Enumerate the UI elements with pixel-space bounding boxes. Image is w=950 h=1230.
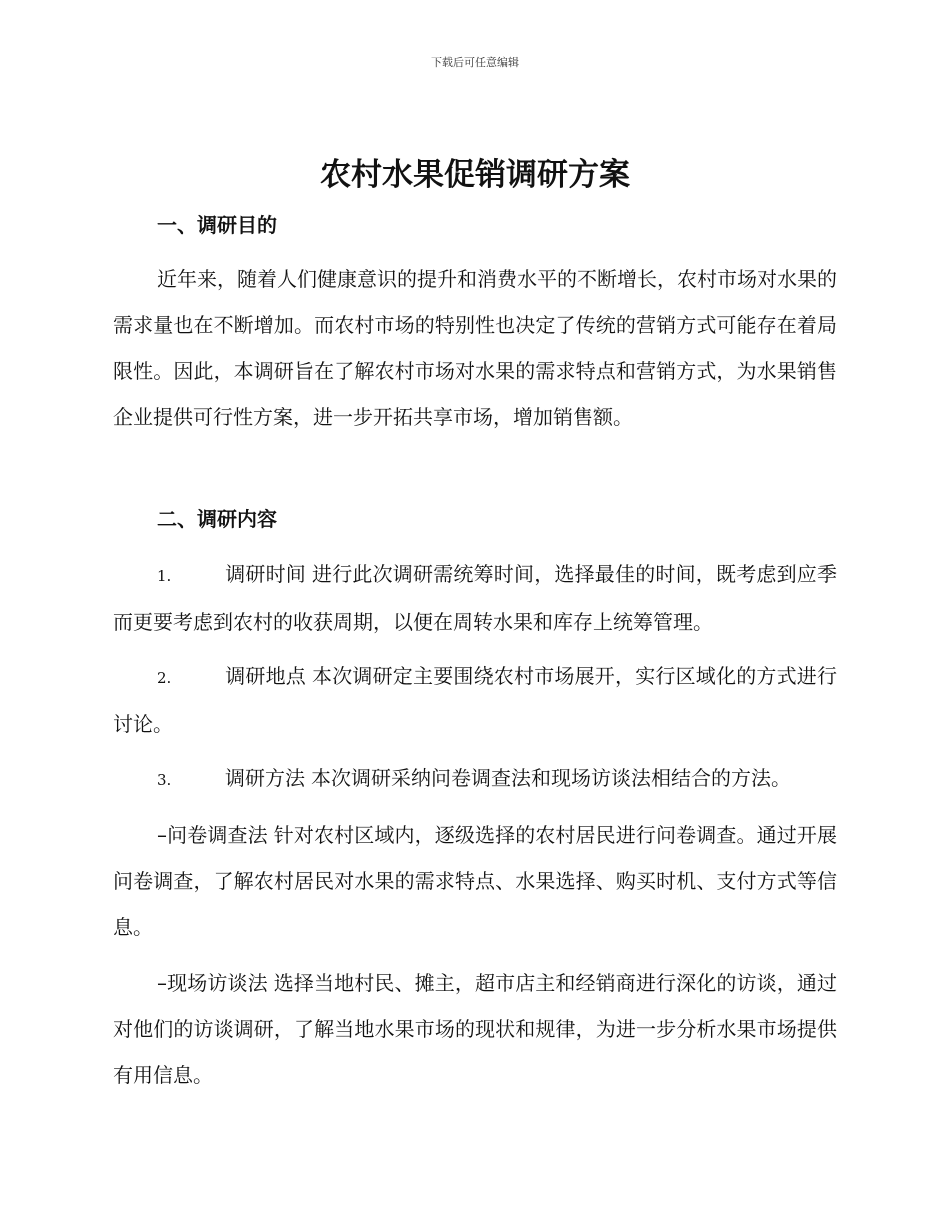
- method-text: 针对农村区域内，逐级选择的农村居民进行问卷调查。通过开展问卷调查，了解农村居民对水果的需求特点、水果选择、购买时机、支付方式等信息。: [113, 823, 838, 939]
- method-interview: [113, 960, 837, 1098]
- purpose-paragraph: 近年来，随着人们健康意识的提升和消费水平的不断增长，农村市场对水果的需求量也在不断增加。而农村市场的特别性也决定了传统的营销方式可能存在着局限性。因此，本调研旨在了解农村市场对水果的需求特点和营销方式，为水果销售企业提供可行性方案，进一步开拓共享市场，增加销售额。: [113, 267, 837, 429]
- list-item-term: 调研地点: [225, 664, 306, 688]
- list-item-text: 本次调研采纳问卷调查法和现场访谈法相结合的方法。: [311, 766, 791, 790]
- method-term: 现场访谈法: [167, 971, 268, 995]
- document-title: 农村水果促销调研方案: [320, 157, 630, 193]
- list-number: 3.: [157, 771, 172, 789]
- list-item-method: [113, 755, 837, 803]
- list-item-time: [113, 551, 837, 645]
- list-number: 2.: [157, 669, 172, 687]
- list-number: 1.: [157, 567, 172, 585]
- list-item-term: 调研时间: [225, 562, 306, 586]
- method-text: 选择当地村民、摊主，超市店主和经销商进行深化的访谈，通过对他们的访谈调研，了解当地水果市场的现状和规律，为进一步分析水果市场提供有用信息。: [113, 971, 838, 1087]
- section-heading-content: 二、调研内容: [157, 507, 277, 531]
- list-item-term: 调研方法: [225, 766, 305, 790]
- list-item-text: 进行此次调研需统筹时间，选择最佳的时间，既考虑到应季而更要考虑到农村的收获周期，以便在周转水果和库存上统筹管理。: [113, 562, 837, 634]
- dash-marker: –: [157, 971, 167, 995]
- method-term: 问卷调查法: [167, 823, 268, 847]
- method-questionnaire: [113, 812, 837, 950]
- list-item-text: 本次调研定主要围绕农村市场展开，实行区域化的方式进行讨论。: [113, 664, 837, 736]
- list-item-location: [113, 653, 837, 747]
- dash-marker: –: [157, 823, 167, 847]
- section-heading-purpose: 一、调研目的: [157, 213, 277, 237]
- page-header-note: 下载后可任意编辑: [431, 56, 519, 69]
